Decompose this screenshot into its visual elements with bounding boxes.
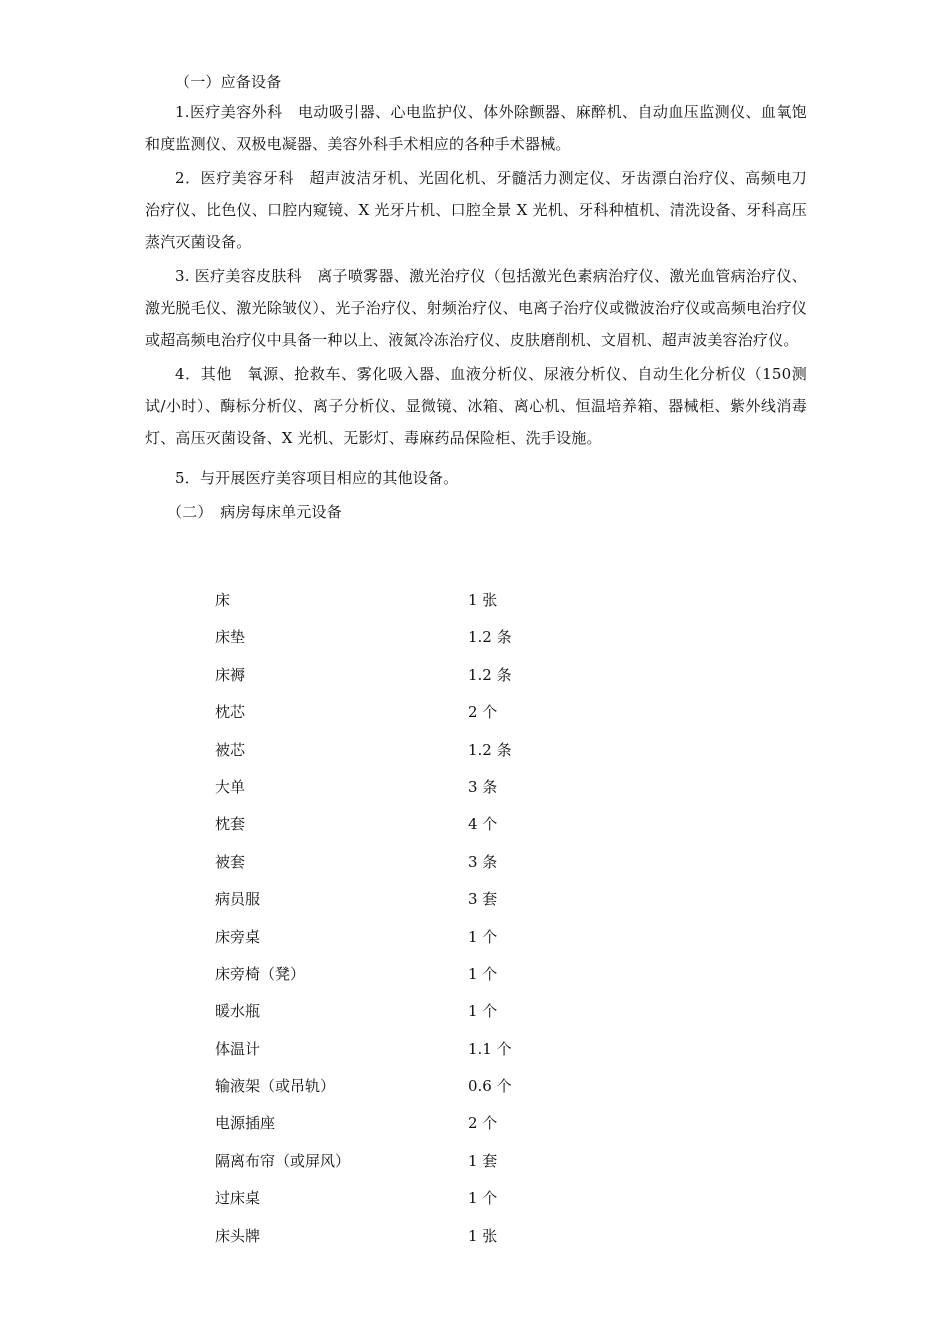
item-quantity: 0.6 个 <box>468 1077 512 1096</box>
item-name: 枕芯 <box>215 703 246 722</box>
item-quantity: 1.2 条 <box>468 740 512 759</box>
document-body <box>145 68 807 526</box>
item-quantity: 1.2 条 <box>468 628 512 647</box>
table-row <box>215 661 555 698</box>
item-quantity: 1 张 <box>468 591 498 609</box>
item-quantity: 2 个 <box>468 1114 498 1133</box>
table-row <box>215 773 555 810</box>
table-row <box>215 1222 555 1259</box>
item-quantity: 1 个 <box>468 1002 498 1021</box>
item-quantity: 3 套 <box>468 890 498 909</box>
table-row <box>215 698 555 735</box>
table-row <box>215 1147 555 1184</box>
table-row <box>215 736 555 773</box>
paragraph-cosmetic-surgery: 1.医疗美容外科 电动吸引器、心电监护仪、体外除颤器、麻醉机、自动血压监测仪、血氧饱和度监测仪、双极电凝器、美容外科手术相应的各种手术器械。 <box>145 103 807 153</box>
item-quantity: 1 张 <box>468 1226 498 1245</box>
item-name: 床 <box>215 591 231 609</box>
table-row <box>215 623 555 660</box>
table-row <box>215 960 555 997</box>
item-name: 病员服 <box>215 890 261 909</box>
item-quantity: 1 个 <box>468 964 498 983</box>
table-row <box>215 997 555 1034</box>
item-quantity: 1.1 个 <box>468 1039 512 1058</box>
item-name: 枕套 <box>215 815 246 834</box>
table-row <box>215 848 555 885</box>
item-name: 大单 <box>215 777 246 796</box>
item-name: 电源插座 <box>215 1114 276 1133</box>
item-quantity: 4 个 <box>468 815 498 834</box>
paragraph-cosmetic-dermatology: 3. 医疗美容皮肤科 离子喷雾器、激光治疗仪（包括激光色素病治疗仪、激光血管病治疗仪、激光脱毛仪、激光除皱仪）、光子治疗仪、射频治疗仪、电离子治疗仪或微波治疗仪或高频电治疗仪或超高频电治疗仪中具备一种以上、液氮冷冻治疗仪、皮肤磨削机、文眉机、超声波美容治疗仪。 <box>145 267 807 349</box>
section-heading-required-equipment: （一）应备设备 <box>175 73 282 91</box>
item-name: 暖水瓶 <box>215 1002 261 1021</box>
table-row <box>215 885 555 922</box>
item-name: 隔离布帘（或屏风） <box>215 1151 351 1170</box>
item-name: 床头牌 <box>215 1226 261 1245</box>
item-name: 床旁桌 <box>215 927 261 946</box>
item-name: 输液架（或吊轨） <box>215 1077 336 1096</box>
item-name: 床褥 <box>215 665 246 684</box>
paragraph-related-equipment: 5．与开展医疗美容项目相应的其他设备。 <box>175 469 459 487</box>
item-name: 床垫 <box>215 628 246 647</box>
item-name: 体温计 <box>215 1039 261 1058</box>
item-name: 被套 <box>215 852 246 871</box>
section-heading-ward-bed-unit: （二） 病房每床单元设备 <box>167 503 342 521</box>
item-name: 被芯 <box>215 740 246 759</box>
paragraph-cosmetic-dentistry: 2．医疗美容牙科 超声波洁牙机、光固化机、牙髓活力测定仪、牙齿漂白治疗仪、高频电刀治疗仪、比色仪、口腔内窥镜、X 光牙片机、口腔全景 X 光机、牙科种植机、清洗设备、牙科高压蒸汽灭菌设备。 <box>145 169 807 251</box>
item-name: 床旁椅（凳） <box>215 964 306 983</box>
table-row <box>215 1109 555 1146</box>
item-quantity: 1.2 条 <box>468 665 512 684</box>
item-quantity: 1 个 <box>468 1189 498 1208</box>
table-row <box>215 1072 555 1109</box>
item-quantity: 3 条 <box>468 852 498 871</box>
table-row <box>215 810 555 847</box>
table-row <box>215 1035 555 1072</box>
item-quantity: 3 条 <box>468 777 498 796</box>
item-quantity: 1 个 <box>468 927 498 946</box>
paragraph-other-equipment: 4．其他 氧源、抢救车、雾化吸入器、血液分析仪、尿液分析仪、自动生化分析仪（150测试/小时）、酶标分析仪、离子分析仪、显微镜、冰箱、离心机、恒温培养箱、器械柜、紫外线消毒灯、高压灭菌设备、X 光机、无影灯、毒麻药品保险柜、洗手设施。 <box>145 365 807 447</box>
table-row <box>215 586 555 623</box>
bed-unit-equipment-table <box>215 586 555 1259</box>
table-row <box>215 1184 555 1221</box>
item-name: 过床桌 <box>215 1189 261 1208</box>
item-quantity: 1 套 <box>468 1151 498 1170</box>
table-row <box>215 923 555 960</box>
item-quantity: 2 个 <box>468 703 498 722</box>
